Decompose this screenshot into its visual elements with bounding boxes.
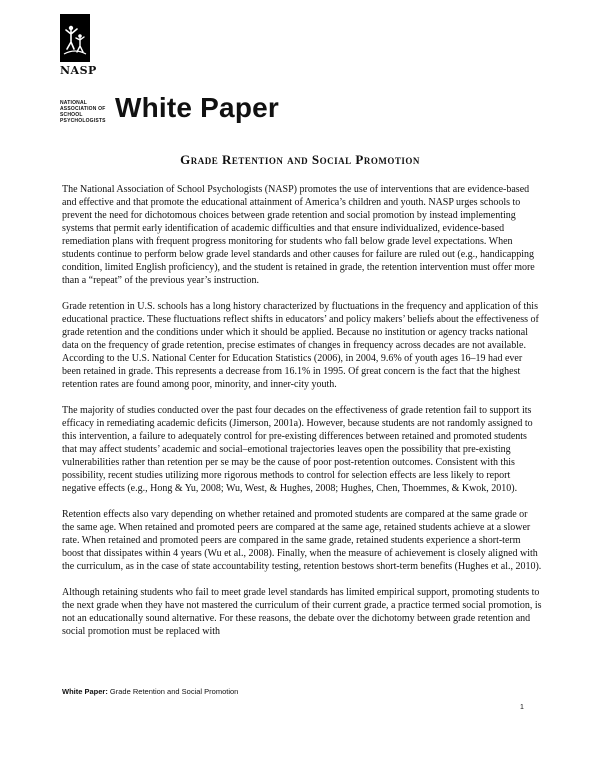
page-title: Grade Retention and Social Promotion	[180, 152, 420, 167]
paragraph: Although retaining students who fail to meet grade level standards has limited empirical support, promoting students to the next grade when they have not mastered the curriculum of their current grade, a practice termed social promotion, is not an educationally sound alternative. For these reasons, the debate over the dichotomy between grade retention and social promotion must be replaced with	[62, 587, 542, 637]
organization-name	[60, 100, 120, 124]
paragraph: The majority of studies conducted over the past four decades on the effectiveness of grade retention fail to support its efficacy in remediating academic deficits (Jimerson, 2001a). However, because students are not randomly assigned to this intervention, a failure to adequately control for pre-existing differences between retained and promoted students that may affect students’ academic and social–emotional trajectories leaves open the possibility that pre-existing vulnerabilities rather than retention per se may be the cause of poor post-retention outcomes. Consistent with this possibility, recent studies utilizing more rigorous methods to control for selection effects are less likely to report negative effects (e.g., Hong & Yu, 2008; Wu, West, & Hughes, 2008; Hughes, Chen, Thoemmes, & Kwok, 2010).	[62, 405, 533, 494]
figure-icon	[60, 14, 90, 62]
org-name-line: NATIONAL	[60, 100, 88, 106]
footer-label: White Paper:	[62, 687, 108, 696]
page-number: 1	[520, 704, 524, 711]
footer-text: Grade Retention and Social Promotion	[107, 687, 239, 696]
document-type-title: White Paper	[115, 92, 280, 123]
org-name-line: PSYCHOLOGISTS	[60, 118, 106, 124]
paragraph: Retention effects also vary depending on whether retained and promoted students are compared at the same grade or the same age. When retained and promoted peers are compared at the same age, retained students achieve at a slower rate. When retained and promoted peers are compared in the same grade, retained students experience a short-term boost that dissipates within 4 years (Wu et al., 2008). Finally, when the measure of achievement is closely aligned with the curriculum, as in the case of state accountability testing, retention bestows short-term benefits (Hughes et al., 2010).	[62, 509, 542, 572]
page-footer	[62, 687, 238, 696]
org-name-line: SCHOOL	[60, 112, 83, 118]
nasp-logo	[60, 14, 97, 104]
paragraph: Grade retention in U.S. schools has a long history characterized by fluctuations in the frequency and application of this educational practice. These fluctuations reflect shifts in educators’ and policy makers’ beliefs about the effectiveness of grade retention and the conditions under which it should be applied. Because no institution or agency tracks national data on the frequency of grade retention, precise estimates of changes in frequency across decades are not available. According to the U.S. National Center for Education Statistics (2006), in 2004, 9.6% of youth ages 16–19 had ever been retained in grade. This represents a decrease from 16.1% in 1995. Of great concern is the fact that the highest retention rates are found among poor, minority, and inner-city youth.	[62, 301, 539, 390]
logo-emblem	[60, 14, 90, 62]
body-text	[62, 183, 542, 651]
org-name-line: ASSOCIATION OF	[60, 106, 106, 112]
logo-acronym: NASP	[60, 64, 97, 77]
paragraph: The National Association of School Psychologists (NASP) promotes the use of interventions that are evidence-based and effective and that promote the educational attainment of America’s children and youth. NASP urges schools to prevent the need for dichotomous choices between grade retention and social promotion by instead implementing systems that permit early identification of academic difficulties and that ensure individualized, evidence-based remediation plans with frequent progress monitoring for students who fall below grade level expectations. When students continue to perform below grade level standards and other causes for failure are ruled out (e.g., handicapping condition, limited English proficiency), and the student is retained in grade, the retention intervention must offer more than a “repeat” of the previous year’s instruction.	[62, 184, 535, 286]
